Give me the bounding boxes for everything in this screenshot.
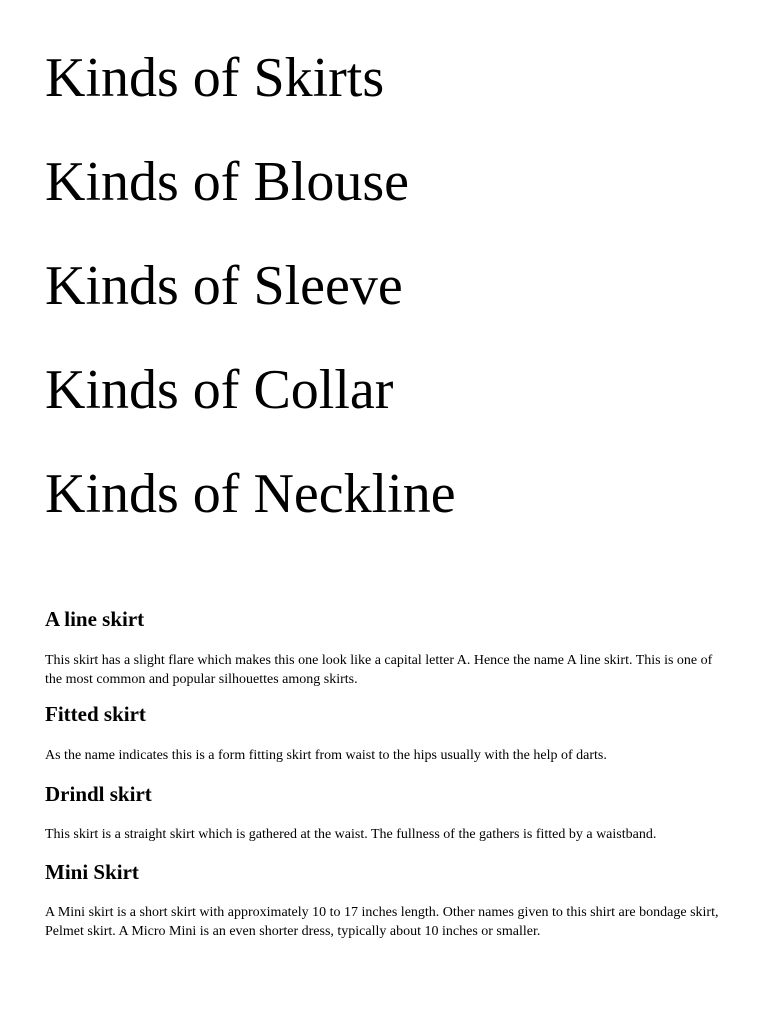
section-heading: Drindl skirt <box>45 782 152 806</box>
section-mini-skirt <box>45 859 725 941</box>
title-blouse: Kinds of Blouse <box>45 151 409 213</box>
title-neckline: Kinds of Neckline <box>45 463 456 525</box>
section-body: This skirt is a straight skirt which is gathered at the waist. The fullness of the gathers is fitted by a waistband. <box>45 827 657 842</box>
section-a-line-skirt <box>45 606 725 689</box>
section-body: As the name indicates this is a form fitting skirt from waist to the hips usually with the help of darts. <box>45 748 607 763</box>
section-body: This skirt has a slight flare which makes this one look like a capital letter A. Hence the name A line skirt. This is one of the most common and popular silhouettes among skirts. <box>45 653 713 687</box>
section-heading: A line skirt <box>45 607 145 631</box>
section-fitted-skirt <box>45 701 725 765</box>
section-drindl-skirt <box>45 781 725 844</box>
skirt-descriptions <box>45 606 725 941</box>
title-list <box>45 47 456 570</box>
section-heading: Fitted skirt <box>45 702 146 726</box>
title-collar: Kinds of Collar <box>45 359 394 421</box>
title-skirts: Kinds of Skirts <box>45 47 385 109</box>
section-heading: Mini Skirt <box>45 860 139 884</box>
title-sleeve: Kinds of Sleeve <box>45 255 403 317</box>
section-body: A Mini skirt is a short skirt with approximately 10 to 17 inches length. Other names given to this shirt are bondage skirt, Pelmet skirt. A Micro Mini is an even shorter dress, typically about 10 inches or smaller. <box>45 905 719 939</box>
